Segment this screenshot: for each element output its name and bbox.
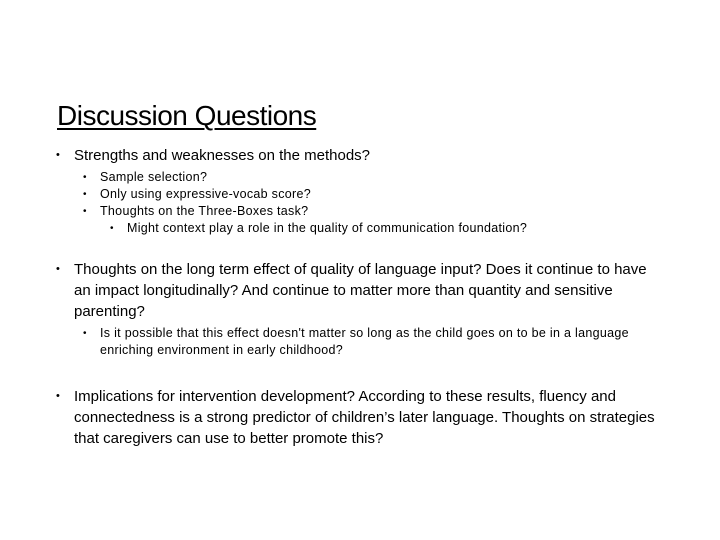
bullet-text: Sample selection?: [100, 170, 208, 184]
bullet-list: [56, 145, 656, 449]
sub-bullet-item: [83, 203, 656, 220]
bullet-text: Strengths and weaknesses on the methods?: [74, 147, 371, 164]
bullet-text: Thoughts on the Three-Boxes task?: [100, 204, 309, 218]
bullet-icon: •: [83, 189, 87, 200]
bullet-icon: •: [83, 172, 87, 183]
bullet-item: [56, 386, 656, 449]
bullet-icon: •: [56, 390, 60, 402]
sub-bullet-item: [83, 169, 656, 186]
bullet-text: Is it possible that this effect doesn't matter so long as the child goes on to be in a language enriching environment in early childhood?: [100, 326, 629, 357]
sub-sub-bullet-item: [110, 220, 656, 237]
bullet-text: Thoughts on the long term effect of quality of language input? Does it continue to have an impact longitudinally? And continue to matter more than quantity and sensitive parenting?: [74, 261, 647, 320]
bullet-text: Might context play a role in the quality of communication foundation?: [127, 221, 528, 235]
bullet-icon: •: [56, 149, 60, 161]
bullet-item: [56, 145, 656, 166]
bullet-icon: •: [110, 223, 114, 234]
sub-bullet-item: [83, 325, 656, 359]
bullet-icon: •: [83, 206, 87, 217]
slide-title: Discussion Questions: [57, 100, 317, 131]
bullet-text: Implications for intervention development? According to these results, fluency and connectedness is a strong predictor of children’s later language. Thoughts on strategies that caregivers can use to better promote this?: [74, 388, 655, 447]
bullet-icon: •: [56, 263, 60, 275]
bullet-icon: •: [83, 328, 87, 339]
sub-bullet-item: [83, 186, 656, 203]
bullet-item: [56, 259, 656, 322]
bullet-text: Only using expressive-vocab score?: [100, 187, 311, 201]
